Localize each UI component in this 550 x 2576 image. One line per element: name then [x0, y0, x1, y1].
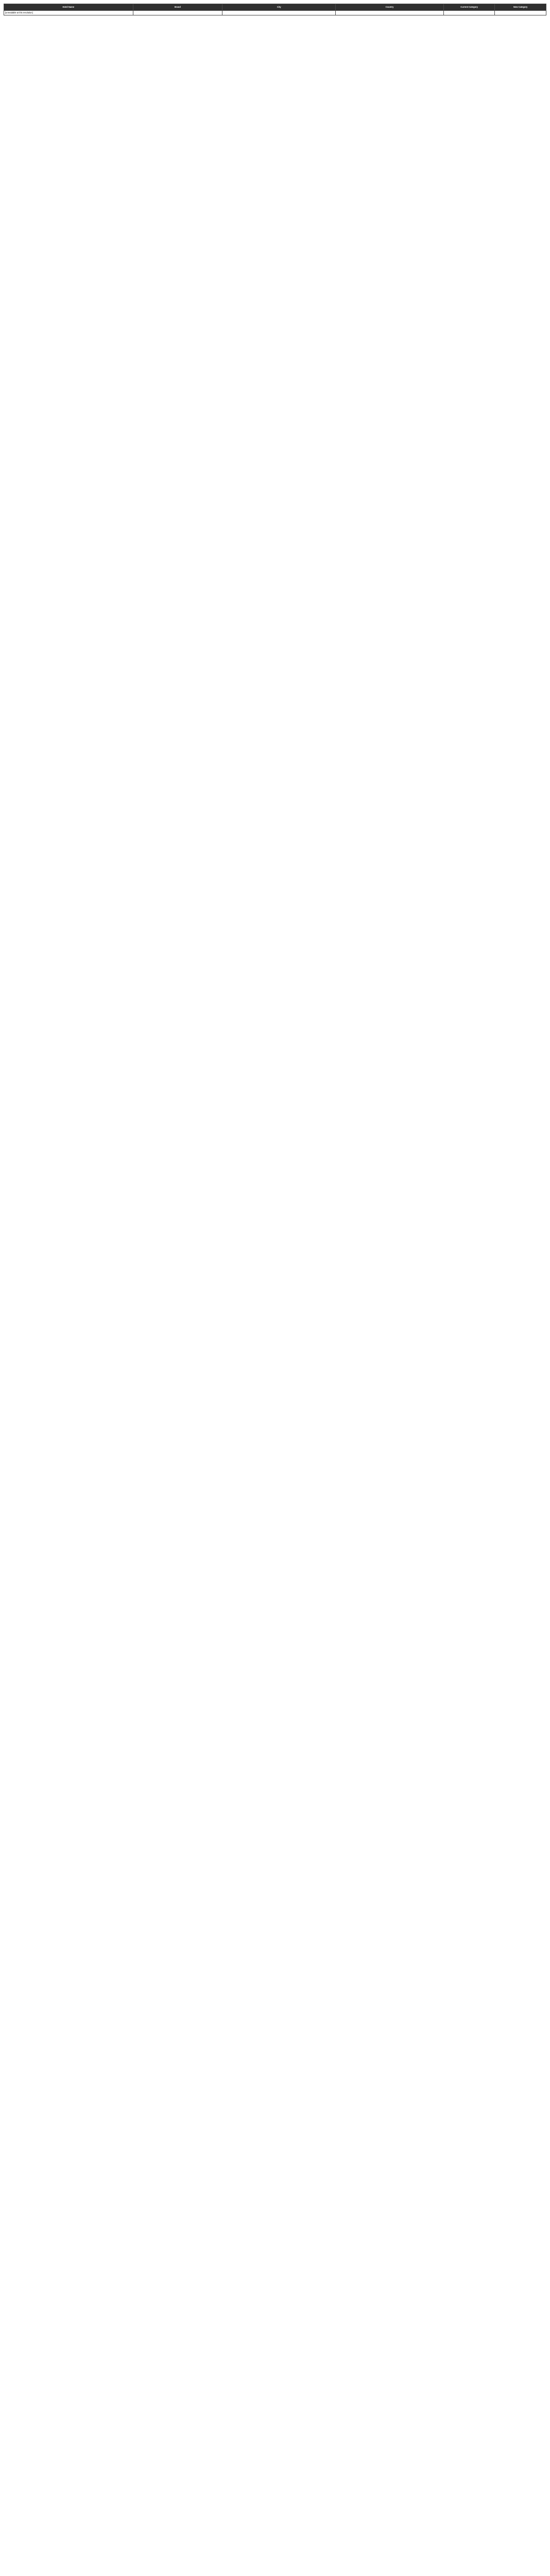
brand-cell [133, 11, 222, 15]
table-body [4, 11, 546, 15]
city-cell [222, 11, 336, 15]
column-header-country: Country [336, 4, 444, 11]
column-header-current-category: Current Category [443, 4, 495, 11]
column-header-city: City [222, 4, 336, 11]
table-header [4, 4, 546, 11]
column-header-hotel-name: Hotel Name [4, 4, 133, 11]
header-row [4, 4, 546, 11]
current-category-cell [443, 11, 495, 15]
column-header-new-category: New Category [495, 4, 546, 11]
country-cell [336, 11, 444, 15]
new-category-cell [495, 11, 546, 15]
hotel-category-table [4, 4, 546, 15]
column-header-brand: Brand [133, 4, 222, 11]
hotel-name-cell: [unreadable at this resolution] [4, 11, 133, 15]
table-row [4, 11, 546, 15]
